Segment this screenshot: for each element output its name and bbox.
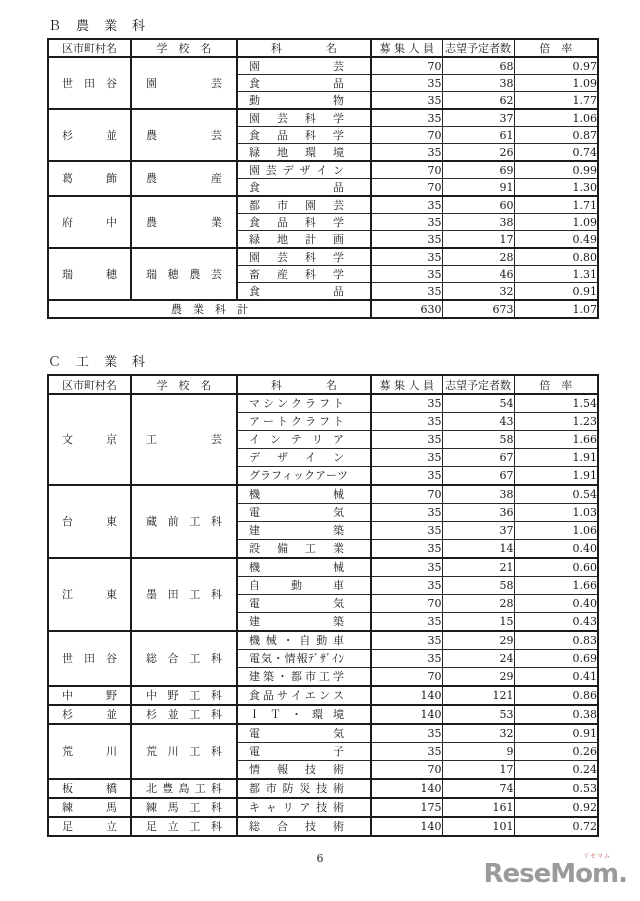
ratio-cell: 0.86 — [514, 686, 598, 705]
ratio-cell: 0.91 — [514, 724, 598, 743]
column-header: 倍 率 — [514, 39, 598, 57]
column-header: 募 集 人 員 — [371, 375, 442, 394]
applicants-count-cell: 21 — [442, 558, 514, 577]
school-cell: 北 豊 島 工 科 — [131, 779, 237, 798]
ratio-cell: 1.77 — [514, 92, 598, 110]
column-header: 科 名 — [237, 39, 371, 57]
recruit-count-cell: 140 — [371, 817, 442, 836]
city-cell: 板 橋 — [48, 779, 131, 798]
resemom-ruby-label: リセマム — [583, 853, 611, 860]
department-cell: 食 品 科 学 — [237, 127, 371, 144]
applicants-count-cell: 60 — [442, 196, 514, 214]
city-cell: 文 京 — [48, 394, 131, 485]
recruit-count-cell: 35 — [371, 214, 442, 231]
department-cell: 都 市 園 芸 — [237, 196, 371, 214]
industry-table — [47, 374, 599, 837]
recruit-count-cell: 35 — [371, 504, 442, 522]
total-row — [48, 300, 598, 318]
recruit-count-cell: 35 — [371, 431, 442, 449]
applicants-count-cell: 74 — [442, 779, 514, 798]
department-cell: 緑 地 計 画 — [237, 231, 371, 249]
recruit-count-cell: 35 — [371, 743, 442, 761]
ratio-cell: 0.99 — [514, 161, 598, 179]
recruit-count-cell: 35 — [371, 540, 442, 559]
applicants-count-cell: 91 — [442, 179, 514, 197]
applicants-count-cell: 54 — [442, 394, 514, 413]
recruit-count-cell: 70 — [371, 761, 442, 780]
resemom-logo: ReseMom. — [483, 859, 627, 889]
recruit-count-cell: 35 — [371, 248, 442, 266]
department-cell: 食 品 — [237, 283, 371, 301]
applicants-count-cell: 32 — [442, 724, 514, 743]
ratio-cell: 0.69 — [514, 650, 598, 668]
applicants-count-cell: 29 — [442, 668, 514, 687]
applicants-count-cell: 15 — [442, 613, 514, 632]
recruit-count-cell: 35 — [371, 467, 442, 486]
recruit-count-cell: 35 — [371, 558, 442, 577]
column-header: 志望予定者数 — [442, 39, 514, 57]
school-cell: 園 芸 — [131, 57, 237, 109]
ratio-cell: 1.54 — [514, 394, 598, 413]
recruit-count-cell: 35 — [371, 196, 442, 214]
city-cell: 荒 川 — [48, 724, 131, 779]
column-header: 科 名 — [237, 375, 371, 394]
ratio-cell: 0.49 — [514, 231, 598, 249]
applicants-count-cell: 58 — [442, 431, 514, 449]
school-cell: 中 野 工 科 — [131, 686, 237, 705]
city-cell: 世 田 谷 — [48, 631, 131, 686]
ratio-cell: 0.54 — [514, 485, 598, 504]
city-cell: 中 野 — [48, 686, 131, 705]
department-cell: 食 品 サ イ エ ン ス — [237, 686, 371, 705]
ratio-cell: 1.06 — [514, 522, 598, 540]
recruit-count-cell: 70 — [371, 485, 442, 504]
ratio-cell: 1.03 — [514, 504, 598, 522]
ratio-cell: 0.40 — [514, 595, 598, 613]
ratio-cell: 0.53 — [514, 779, 598, 798]
department-cell: 建 築 — [237, 613, 371, 632]
ratio-cell: 0.40 — [514, 540, 598, 559]
recruit-count-cell: 70 — [371, 161, 442, 179]
applicants-count-cell: 43 — [442, 413, 514, 431]
recruit-count-cell: 35 — [371, 144, 442, 162]
table-row — [48, 798, 598, 817]
section-industry — [47, 356, 597, 837]
city-cell: 練 馬 — [48, 798, 131, 817]
ratio-cell: 0.38 — [514, 705, 598, 724]
recruit-count-cell: 35 — [371, 724, 442, 743]
total-applicants-cell: 673 — [442, 300, 514, 318]
table-row — [48, 817, 598, 836]
total-ratio-cell: 1.07 — [514, 300, 598, 318]
section-title-industry: Ｃ 工 業 科 — [48, 355, 147, 370]
ratio-cell: 1.91 — [514, 449, 598, 467]
department-cell: ア ー ト ク ラ フ ト — [237, 413, 371, 431]
department-cell: 建 築 — [237, 522, 371, 540]
recruit-count-cell: 35 — [371, 394, 442, 413]
table-row — [48, 248, 598, 266]
ratio-cell: 1.09 — [514, 75, 598, 92]
page-number: 6 — [316, 852, 324, 865]
department-cell: キ ャ リ ア 技 術 — [237, 798, 371, 817]
header-row — [48, 39, 598, 57]
ratio-cell: 0.87 — [514, 127, 598, 144]
column-header: 志望予定者数 — [442, 375, 514, 394]
city-cell: 府 中 — [48, 196, 131, 248]
department-cell: 電 気 — [237, 595, 371, 613]
applicants-count-cell: 28 — [442, 248, 514, 266]
recruit-count-cell: 35 — [371, 650, 442, 668]
ratio-cell: 0.43 — [514, 613, 598, 632]
table-row — [48, 705, 598, 724]
recruit-count-cell: 70 — [371, 127, 442, 144]
recruit-count-cell: 35 — [371, 109, 442, 127]
applicants-count-cell: 161 — [442, 798, 514, 817]
total-label-cell: 農 業 科 計 — [48, 300, 371, 318]
department-cell: 電 気 — [237, 724, 371, 743]
applicants-count-cell: 17 — [442, 761, 514, 780]
department-cell: 動 物 — [237, 92, 371, 110]
recruit-count-cell: 70 — [371, 595, 442, 613]
department-cell: イ ン テ リ ア — [237, 431, 371, 449]
department-cell: 総 合 技 術 — [237, 817, 371, 836]
recruit-count-cell: 35 — [371, 522, 442, 540]
ratio-cell: 0.92 — [514, 798, 598, 817]
applicants-count-cell: 38 — [442, 75, 514, 92]
ratio-cell: 1.71 — [514, 196, 598, 214]
department-cell: 園 芸 科 学 — [237, 109, 371, 127]
applicants-count-cell: 46 — [442, 266, 514, 283]
school-cell: 農 業 — [131, 196, 237, 248]
city-cell: 杉 並 — [48, 109, 131, 161]
ratio-cell: 1.31 — [514, 266, 598, 283]
department-cell: デ ザ イ ン — [237, 449, 371, 467]
total-recruit-cell: 630 — [371, 300, 442, 318]
applicants-count-cell: 24 — [442, 650, 514, 668]
header-row — [48, 375, 598, 394]
department-cell: マ シ ン ク ラ フ ト — [237, 394, 371, 413]
department-cell: 畜 産 科 学 — [237, 266, 371, 283]
resemom-watermark — [484, 854, 627, 887]
ratio-cell: 1.66 — [514, 431, 598, 449]
applicants-count-cell: 61 — [442, 127, 514, 144]
section-agriculture — [47, 20, 597, 319]
department-cell: 食 品 — [237, 179, 371, 197]
department-cell: グ ラ フ ィ ッ ク ア ー ツ — [237, 467, 371, 486]
column-header: 学 校 名 — [131, 39, 237, 57]
applicants-count-cell: 67 — [442, 467, 514, 486]
column-header: 募 集 人 員 — [371, 39, 442, 57]
applicants-count-cell: 36 — [442, 504, 514, 522]
applicants-count-cell: 17 — [442, 231, 514, 249]
table-row — [48, 196, 598, 214]
applicants-count-cell: 9 — [442, 743, 514, 761]
school-cell: 墨 田 工 科 — [131, 558, 237, 631]
ratio-cell: 1.66 — [514, 577, 598, 595]
table-row — [48, 724, 598, 743]
department-cell: 情 報 技 術 — [237, 761, 371, 780]
ratio-cell: 1.06 — [514, 109, 598, 127]
ratio-cell: 0.83 — [514, 631, 598, 650]
applicants-count-cell: 67 — [442, 449, 514, 467]
department-cell: 設 備 工 業 — [237, 540, 371, 559]
city-cell: 世 田 谷 — [48, 57, 131, 109]
applicants-count-cell: 37 — [442, 109, 514, 127]
table-row — [48, 161, 598, 179]
department-cell: 自 動 車 — [237, 577, 371, 595]
recruit-count-cell: 35 — [371, 577, 442, 595]
ratio-cell: 0.74 — [514, 144, 598, 162]
recruit-count-cell: 35 — [371, 92, 442, 110]
school-cell: 瑞 穂 農 芸 — [131, 248, 237, 300]
school-cell: 農 芸 — [131, 109, 237, 161]
city-cell: 葛 飾 — [48, 161, 131, 196]
section-title-agriculture: Ｂ 農 業 科 — [48, 19, 147, 34]
department-cell: 園 芸 デ ザ イ ン — [237, 161, 371, 179]
city-cell: 瑞 穂 — [48, 248, 131, 300]
department-cell: 建 築 ・ 都 市 工 学 — [237, 668, 371, 687]
city-cell: 杉 並 — [48, 705, 131, 724]
applicants-count-cell: 121 — [442, 686, 514, 705]
applicants-count-cell: 28 — [442, 595, 514, 613]
column-header: 学 校 名 — [131, 375, 237, 394]
table-row — [48, 686, 598, 705]
column-header: 区市町村名 — [48, 39, 131, 57]
table-row — [48, 485, 598, 504]
department-cell: 食 品 — [237, 75, 371, 92]
school-cell: 総 合 工 科 — [131, 631, 237, 686]
school-cell: 工 芸 — [131, 394, 237, 485]
ratio-cell: 0.26 — [514, 743, 598, 761]
department-cell: 電 気 — [237, 504, 371, 522]
ratio-cell: 0.91 — [514, 283, 598, 301]
recruit-count-cell: 70 — [371, 57, 442, 75]
school-cell: 練 馬 工 科 — [131, 798, 237, 817]
applicants-count-cell: 38 — [442, 214, 514, 231]
department-cell: Ｉ Ｔ ・ 環 境 — [237, 705, 371, 724]
applicants-count-cell: 38 — [442, 485, 514, 504]
recruit-count-cell: 35 — [371, 283, 442, 301]
department-cell: 緑 地 環 境 — [237, 144, 371, 162]
applicants-count-cell: 58 — [442, 577, 514, 595]
department-cell: 機 械 — [237, 485, 371, 504]
recruit-count-cell: 35 — [371, 631, 442, 650]
ratio-cell: 0.72 — [514, 817, 598, 836]
department-cell: 電 気 ・ 情 報 ﾃﾞ ｻﾞ ｲ ﾝ — [237, 650, 371, 668]
department-cell: 都 市 防 災 技 術 — [237, 779, 371, 798]
applicants-count-cell: 69 — [442, 161, 514, 179]
table-row — [48, 558, 598, 577]
applicants-count-cell: 14 — [442, 540, 514, 559]
ratio-cell: 0.41 — [514, 668, 598, 687]
ratio-cell: 1.09 — [514, 214, 598, 231]
recruit-count-cell: 70 — [371, 668, 442, 687]
recruit-count-cell: 140 — [371, 705, 442, 724]
applicants-count-cell: 26 — [442, 144, 514, 162]
applicants-count-cell: 53 — [442, 705, 514, 724]
department-cell: 食 品 科 学 — [237, 214, 371, 231]
school-cell: 杉 並 工 科 — [131, 705, 237, 724]
department-cell: 電 子 — [237, 743, 371, 761]
table-row — [48, 57, 598, 75]
recruit-count-cell: 35 — [371, 266, 442, 283]
table-row — [48, 394, 598, 413]
applicants-count-cell: 101 — [442, 817, 514, 836]
column-header: 区市町村名 — [48, 375, 131, 394]
department-cell: 機 械 ・ 自 動 車 — [237, 631, 371, 650]
ratio-cell: 1.91 — [514, 467, 598, 486]
school-cell: 蔵 前 工 科 — [131, 485, 237, 558]
applicants-count-cell: 62 — [442, 92, 514, 110]
ratio-cell: 0.24 — [514, 761, 598, 780]
recruit-count-cell: 175 — [371, 798, 442, 817]
ratio-cell: 0.97 — [514, 57, 598, 75]
recruit-count-cell: 35 — [371, 449, 442, 467]
applicants-count-cell: 29 — [442, 631, 514, 650]
recruit-count-cell: 35 — [371, 413, 442, 431]
applicants-count-cell: 32 — [442, 283, 514, 301]
table-row — [48, 631, 598, 650]
city-cell: 足 立 — [48, 817, 131, 836]
school-cell: 足 立 工 科 — [131, 817, 237, 836]
recruit-count-cell: 35 — [371, 613, 442, 632]
column-header: 倍 率 — [514, 375, 598, 394]
agriculture-table — [47, 38, 599, 319]
department-cell: 園 芸 科 学 — [237, 248, 371, 266]
applicants-count-cell: 68 — [442, 57, 514, 75]
city-cell: 台 東 — [48, 485, 131, 558]
ratio-cell: 1.30 — [514, 179, 598, 197]
table-row — [48, 779, 598, 798]
recruit-count-cell: 140 — [371, 686, 442, 705]
city-cell: 江 東 — [48, 558, 131, 631]
recruit-count-cell: 70 — [371, 179, 442, 197]
applicants-count-cell: 37 — [442, 522, 514, 540]
table-row — [48, 109, 598, 127]
recruit-count-cell: 140 — [371, 779, 442, 798]
school-cell: 農 産 — [131, 161, 237, 196]
department-cell: 園 芸 — [237, 57, 371, 75]
school-cell: 荒 川 工 科 — [131, 724, 237, 779]
ratio-cell: 1.23 — [514, 413, 598, 431]
recruit-count-cell: 35 — [371, 75, 442, 92]
recruit-count-cell: 35 — [371, 231, 442, 249]
ratio-cell: 0.60 — [514, 558, 598, 577]
ratio-cell: 0.80 — [514, 248, 598, 266]
department-cell: 機 械 — [237, 558, 371, 577]
